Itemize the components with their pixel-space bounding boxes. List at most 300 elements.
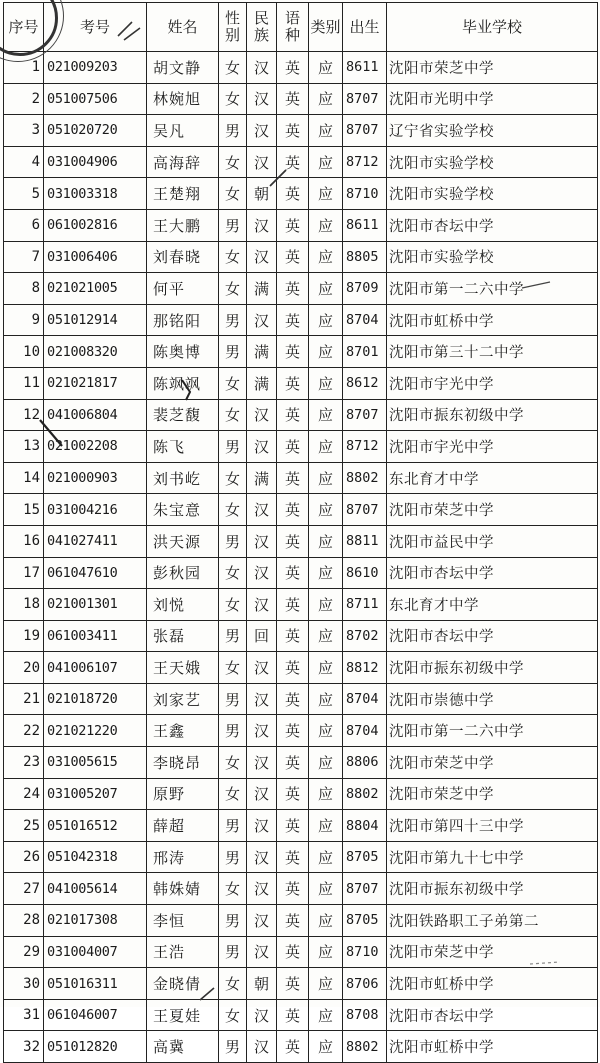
language-cell: 英 [277,241,309,273]
table-row [4,367,598,399]
birth-cell: 8804 [343,810,387,842]
birth-cell: 8611 [343,209,387,241]
gender-cell: 女 [219,968,247,1000]
category-cell: 应 [309,968,343,1000]
ethnicity-cell: 汉 [247,241,277,273]
birth-cell: 8712 [343,146,387,178]
birth-cell: 8709 [343,273,387,305]
exam-id-cell: 021000903 [44,462,147,494]
category-cell: 应 [309,146,343,178]
exam-id-cell: 021021817 [44,367,147,399]
exam-id-cell: 041006107 [44,652,147,684]
student-name-cell: 吴凡 [147,115,219,147]
language-cell: 英 [277,999,309,1031]
header-exam-id: 考号 [44,3,147,52]
category-cell: 应 [309,589,343,621]
table-row [4,304,598,336]
school-cell: 沈阳铁路职工子弟第二 [387,905,598,937]
row-seq-cell: 3 [4,115,44,147]
language-cell: 英 [277,557,309,589]
row-seq-cell: 25 [4,810,44,842]
language-cell: 英 [277,146,309,178]
birth-cell: 8707 [343,115,387,147]
school-cell: 沈阳市实验学校 [387,146,598,178]
student-name-cell: 胡文静 [147,52,219,84]
row-seq-cell: 26 [4,841,44,873]
gender-cell: 女 [219,399,247,431]
language-cell: 英 [277,273,309,305]
birth-cell: 8802 [343,462,387,494]
ethnicity-cell: 满 [247,273,277,305]
birth-cell: 8611 [343,52,387,84]
exam-id-cell: 021021220 [44,715,147,747]
table-row [4,683,598,715]
exam-id-cell: 041027411 [44,525,147,557]
row-seq-cell: 32 [4,1031,44,1063]
school-cell: 沈阳市实验学校 [387,241,598,273]
table-row [4,905,598,937]
gender-cell: 男 [219,1031,247,1063]
ethnicity-cell: 满 [247,367,277,399]
birth-cell: 8612 [343,367,387,399]
birth-cell: 8701 [343,336,387,368]
language-cell: 英 [277,715,309,747]
language-cell: 英 [277,336,309,368]
student-name-cell: 那铭阳 [147,304,219,336]
gender-cell: 女 [219,52,247,84]
school-cell: 沈阳市第九十七中学 [387,841,598,873]
ethnicity-cell: 朝 [247,968,277,1000]
ethnicity-cell: 汉 [247,146,277,178]
language-cell: 英 [277,431,309,463]
category-cell: 应 [309,399,343,431]
language-cell: 英 [277,873,309,905]
language-cell: 英 [277,747,309,779]
gender-cell: 女 [219,652,247,684]
table-row [4,209,598,241]
category-cell: 应 [309,778,343,810]
student-name-cell: 王夏娃 [147,999,219,1031]
category-cell: 应 [309,525,343,557]
birth-cell: 8707 [343,873,387,905]
language-cell: 英 [277,905,309,937]
student-name-cell: 刘书屹 [147,462,219,494]
table-row [4,620,598,652]
gender-cell: 男 [219,715,247,747]
ethnicity-cell: 汉 [247,936,277,968]
gender-cell: 男 [219,810,247,842]
row-seq-cell: 7 [4,241,44,273]
category-cell: 应 [309,905,343,937]
ethnicity-cell: 汉 [247,873,277,905]
row-seq-cell: 2 [4,83,44,115]
school-cell: 沈阳市荣芝中学 [387,747,598,779]
table-row [4,778,598,810]
student-name-cell: 陈飞 [147,431,219,463]
language-cell: 英 [277,525,309,557]
birth-cell: 8610 [343,557,387,589]
row-seq-cell: 10 [4,336,44,368]
row-seq-cell: 27 [4,873,44,905]
student-name-cell: 陈飒飒 [147,367,219,399]
birth-cell: 8805 [343,241,387,273]
school-cell: 沈阳市虹桥中学 [387,1031,598,1063]
table-header-row [4,3,598,52]
gender-cell: 女 [219,778,247,810]
school-cell: 沈阳市振东初级中学 [387,652,598,684]
table-row [4,146,598,178]
student-roster-table [3,2,598,1063]
exam-id-cell: 051012914 [44,304,147,336]
gender-cell: 女 [219,999,247,1031]
table-row [4,83,598,115]
ethnicity-cell: 汉 [247,209,277,241]
exam-id-cell: 051007506 [44,83,147,115]
student-name-cell: 张磊 [147,620,219,652]
student-name-cell: 刘家艺 [147,683,219,715]
birth-cell: 8702 [343,620,387,652]
gender-cell: 女 [219,873,247,905]
school-cell: 沈阳市杏坛中学 [387,557,598,589]
language-cell: 英 [277,936,309,968]
student-name-cell: 高冀 [147,1031,219,1063]
ethnicity-cell: 汉 [247,494,277,526]
student-name-cell: 朱宝意 [147,494,219,526]
language-cell: 英 [277,462,309,494]
ethnicity-cell: 汉 [247,652,277,684]
ethnicity-cell: 汉 [247,83,277,115]
student-name-cell: 洪天源 [147,525,219,557]
student-name-cell: 王鑫 [147,715,219,747]
header-language: 语种 [277,3,309,52]
category-cell: 应 [309,715,343,747]
student-name-cell: 李晓昂 [147,747,219,779]
birth-cell: 8704 [343,683,387,715]
ethnicity-cell: 汉 [247,778,277,810]
table-row [4,336,598,368]
category-cell: 应 [309,873,343,905]
birth-cell: 8712 [343,431,387,463]
row-seq-cell: 11 [4,367,44,399]
gender-cell: 女 [219,241,247,273]
student-name-cell: 王大鹏 [147,209,219,241]
table-row [4,431,598,463]
student-name-cell: 韩姝婧 [147,873,219,905]
birth-cell: 8704 [343,715,387,747]
header-gender: 性别 [219,3,247,52]
ethnicity-cell: 满 [247,336,277,368]
ethnicity-cell: 汉 [247,999,277,1031]
birth-cell: 8707 [343,494,387,526]
exam-id-cell: 031005207 [44,778,147,810]
language-cell: 英 [277,620,309,652]
row-seq-cell: 6 [4,209,44,241]
school-cell: 沈阳市光明中学 [387,83,598,115]
table-row [4,747,598,779]
exam-id-cell: 051020720 [44,115,147,147]
birth-cell: 8806 [343,747,387,779]
language-cell: 英 [277,494,309,526]
category-cell: 应 [309,241,343,273]
school-cell: 沈阳市杏坛中学 [387,999,598,1031]
student-name-cell: 裴芝馥 [147,399,219,431]
ethnicity-cell: 回 [247,620,277,652]
category-cell: 应 [309,178,343,210]
table-row [4,873,598,905]
student-name-cell: 原野 [147,778,219,810]
exam-id-cell: 041005614 [44,873,147,905]
birth-cell: 8707 [343,83,387,115]
student-name-cell: 薛超 [147,810,219,842]
row-seq-cell: 18 [4,589,44,621]
language-cell: 英 [277,115,309,147]
table-row [4,841,598,873]
ethnicity-cell: 汉 [247,52,277,84]
school-cell: 沈阳市宇光中学 [387,431,598,463]
ethnicity-cell: 汉 [247,683,277,715]
school-cell: 沈阳市荣芝中学 [387,52,598,84]
exam-id-cell: 061002816 [44,209,147,241]
school-cell: 辽宁省实验学校 [387,115,598,147]
gender-cell: 女 [219,146,247,178]
school-cell: 沈阳市宇光中学 [387,367,598,399]
table-row [4,178,598,210]
birth-cell: 8811 [343,525,387,557]
school-cell: 沈阳市第四十三中学 [387,810,598,842]
row-seq-cell: 21 [4,683,44,715]
row-seq-cell: 14 [4,462,44,494]
gender-cell: 女 [219,367,247,399]
school-cell: 沈阳市实验学校 [387,178,598,210]
language-cell: 英 [277,778,309,810]
ethnicity-cell: 汉 [247,431,277,463]
table-row [4,115,598,147]
language-cell: 英 [277,83,309,115]
category-cell: 应 [309,1031,343,1063]
language-cell: 英 [277,367,309,399]
category-cell: 应 [309,304,343,336]
roster-body [4,52,598,1063]
row-seq-cell: 23 [4,747,44,779]
school-cell: 沈阳市崇德中学 [387,683,598,715]
student-name-cell: 刘春晓 [147,241,219,273]
student-name-cell: 彭秋园 [147,557,219,589]
ethnicity-cell: 汉 [247,304,277,336]
row-seq-cell: 22 [4,715,44,747]
exam-id-cell: 021017308 [44,905,147,937]
exam-id-cell: 051012820 [44,1031,147,1063]
gender-cell: 女 [219,83,247,115]
header-seq: 序号 [4,3,44,52]
exam-id-cell: 021021005 [44,273,147,305]
row-seq-cell: 30 [4,968,44,1000]
language-cell: 英 [277,304,309,336]
header-school: 毕业学校 [387,3,598,52]
ethnicity-cell: 汉 [247,115,277,147]
ethnicity-cell: 汉 [247,841,277,873]
row-seq-cell: 13 [4,431,44,463]
birth-cell: 8706 [343,968,387,1000]
language-cell: 英 [277,399,309,431]
ethnicity-cell: 满 [247,462,277,494]
row-seq-cell: 15 [4,494,44,526]
category-cell: 应 [309,810,343,842]
ethnicity-cell: 汉 [247,810,277,842]
row-seq-cell: 24 [4,778,44,810]
row-seq-cell: 12 [4,399,44,431]
language-cell: 英 [277,589,309,621]
gender-cell: 男 [219,905,247,937]
header-ethnicity: 民族 [247,3,277,52]
table-row [4,52,598,84]
exam-id-cell: 021018720 [44,683,147,715]
gender-cell: 男 [219,115,247,147]
student-name-cell: 王楚翔 [147,178,219,210]
exam-id-cell: 031003318 [44,178,147,210]
gender-cell: 女 [219,273,247,305]
category-cell: 应 [309,999,343,1031]
category-cell: 应 [309,936,343,968]
row-seq-cell: 16 [4,525,44,557]
category-cell: 应 [309,115,343,147]
category-cell: 应 [309,652,343,684]
ethnicity-cell: 汉 [247,905,277,937]
exam-id-cell: 031005615 [44,747,147,779]
exam-id-cell: 061003411 [44,620,147,652]
language-cell: 英 [277,652,309,684]
school-cell: 沈阳市第一二六中学 [387,273,598,305]
header-birth: 出生 [343,3,387,52]
row-seq-cell: 5 [4,178,44,210]
exam-id-cell: 031004007 [44,936,147,968]
row-seq-cell: 20 [4,652,44,684]
language-cell: 英 [277,841,309,873]
birth-cell: 8710 [343,936,387,968]
table-row [4,494,598,526]
student-name-cell: 李恒 [147,905,219,937]
student-name-cell: 金晓倩 [147,968,219,1000]
exam-id-cell: 061046007 [44,999,147,1031]
school-cell: 沈阳市振东初级中学 [387,399,598,431]
category-cell: 应 [309,367,343,399]
gender-cell: 男 [219,683,247,715]
row-seq-cell: 29 [4,936,44,968]
exam-id-cell: 051016311 [44,968,147,1000]
table-row [4,525,598,557]
exam-id-cell: 051016512 [44,810,147,842]
gender-cell: 男 [219,336,247,368]
category-cell: 应 [309,683,343,715]
table-row [4,399,598,431]
gender-cell: 男 [219,620,247,652]
table-row [4,462,598,494]
category-cell: 应 [309,336,343,368]
category-cell: 应 [309,494,343,526]
row-seq-cell: 1 [4,52,44,84]
school-cell: 沈阳市荣芝中学 [387,494,598,526]
table-row [4,589,598,621]
exam-id-cell: 021002208 [44,431,147,463]
birth-cell: 8812 [343,652,387,684]
ethnicity-cell: 汉 [247,399,277,431]
table-row [4,273,598,305]
language-cell: 英 [277,209,309,241]
exam-id-cell: 061047610 [44,557,147,589]
birth-cell: 8705 [343,905,387,937]
student-name-cell: 林婉旭 [147,83,219,115]
gender-cell: 女 [219,178,247,210]
school-cell: 沈阳市荣芝中学 [387,778,598,810]
student-name-cell: 高海辞 [147,146,219,178]
gender-cell: 男 [219,209,247,241]
school-cell: 沈阳市益民中学 [387,525,598,557]
birth-cell: 8802 [343,778,387,810]
exam-id-cell: 021008320 [44,336,147,368]
gender-cell: 女 [219,747,247,779]
row-seq-cell: 17 [4,557,44,589]
birth-cell: 8802 [343,1031,387,1063]
gender-cell: 男 [219,304,247,336]
school-cell: 沈阳市虹桥中学 [387,304,598,336]
header-name: 姓名 [147,3,219,52]
table-row [4,810,598,842]
category-cell: 应 [309,431,343,463]
birth-cell: 8704 [343,304,387,336]
ethnicity-cell: 汉 [247,589,277,621]
gender-cell: 女 [219,557,247,589]
gender-cell: 男 [219,525,247,557]
exam-id-cell: 031006406 [44,241,147,273]
birth-cell: 8710 [343,178,387,210]
category-cell: 应 [309,557,343,589]
language-cell: 英 [277,810,309,842]
student-name-cell: 刘悦 [147,589,219,621]
ethnicity-cell: 汉 [247,1031,277,1063]
exam-id-cell: 031004906 [44,146,147,178]
gender-cell: 男 [219,841,247,873]
ethnicity-cell: 汉 [247,747,277,779]
category-cell: 应 [309,209,343,241]
school-cell: 沈阳市第一二六中学 [387,715,598,747]
birth-cell: 8708 [343,999,387,1031]
language-cell: 英 [277,968,309,1000]
exam-id-cell: 021009203 [44,52,147,84]
category-cell: 应 [309,462,343,494]
category-cell: 应 [309,273,343,305]
student-name-cell: 王浩 [147,936,219,968]
exam-id-cell: 041006804 [44,399,147,431]
gender-cell: 男 [219,431,247,463]
ethnicity-cell: 汉 [247,557,277,589]
school-cell: 沈阳市虹桥中学 [387,968,598,1000]
gender-cell: 女 [219,589,247,621]
school-cell: 沈阳市荣芝中学 [387,936,598,968]
category-cell: 应 [309,620,343,652]
ethnicity-cell: 朝 [247,178,277,210]
school-cell: 沈阳市杏坛中学 [387,620,598,652]
table-row [4,715,598,747]
birth-cell: 8705 [343,841,387,873]
ethnicity-cell: 汉 [247,525,277,557]
table-row [4,936,598,968]
table-row [4,241,598,273]
language-cell: 英 [277,178,309,210]
birth-cell: 8707 [343,399,387,431]
gender-cell: 男 [219,936,247,968]
table-row [4,557,598,589]
school-cell: 东北育才中学 [387,589,598,621]
row-seq-cell: 9 [4,304,44,336]
